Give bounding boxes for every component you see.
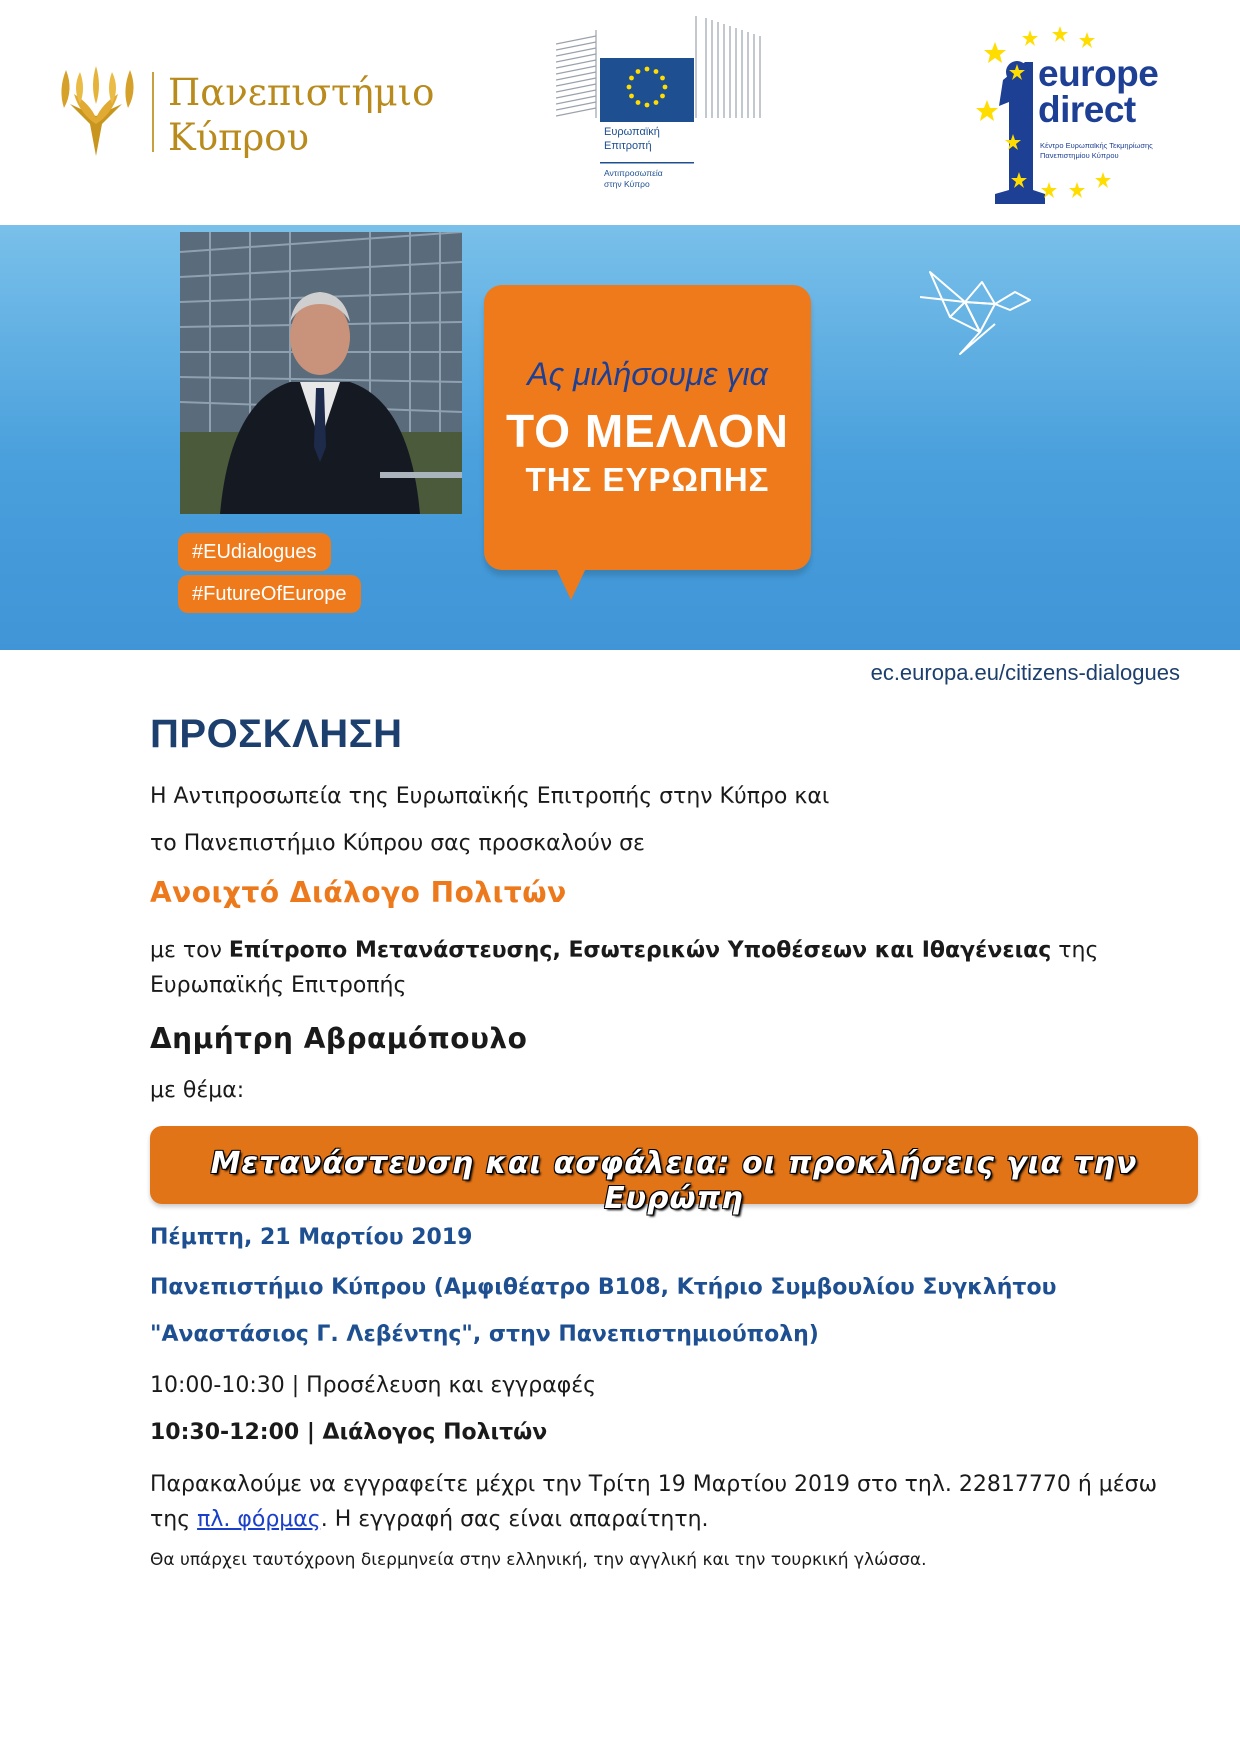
intro-line1: Η Αντιπροσωπεία της Ευρωπαϊκής Επιτροπής στην Κύπρο και bbox=[150, 784, 830, 809]
registration-form-link[interactable]: πλ. φόρμας bbox=[197, 1507, 321, 1532]
event-date: Πέμπτη, 21 Μαρτίου 2019 bbox=[150, 1225, 473, 1250]
origami-bird-icon bbox=[920, 262, 1040, 362]
ucy-name-line1: Πανεπιστήμιο bbox=[168, 71, 435, 114]
hashtag-futureofeurope: #FutureOfEurope bbox=[178, 575, 361, 613]
ed-line2: direct bbox=[1038, 89, 1136, 130]
ed-small-line1: Κέντρο Ευρωπαϊκής Τεκμηρίωσης bbox=[1040, 141, 1153, 150]
ucy-name bbox=[168, 70, 434, 160]
commissioner-suffix: της Ευρωπαϊκής Επιτροπής bbox=[150, 938, 1099, 998]
commissioner-title: Επίτροπο Μετανάστευσης, Εσωτερικών Υποθέσεων και Ιθαγένειας bbox=[228, 938, 1052, 963]
ucy-name-line2: Κύπρου bbox=[168, 116, 309, 159]
speaker-photo bbox=[180, 232, 462, 514]
ucy-divider bbox=[152, 72, 154, 152]
ec-name bbox=[604, 125, 660, 153]
ec-sub-line1: Αντιπροσωπεία bbox=[604, 168, 663, 178]
registration-note bbox=[150, 1467, 1170, 1537]
ec-name-line2: Επιτροπή bbox=[604, 140, 652, 152]
venue-line2: "Αναστάσιος Γ. Λεβέντης", στην Πανεπιστημιούπολη) bbox=[150, 1322, 819, 1347]
ucy-tree-icon bbox=[50, 64, 142, 156]
bubble-line1: Ας μιλήσουμε για bbox=[527, 356, 768, 392]
hashtag-eudialogues: #EUdialogues bbox=[178, 533, 331, 571]
europe-direct-subtitle bbox=[1040, 141, 1153, 161]
commissioner-description bbox=[150, 933, 1160, 1003]
bubble-line2: ΤΟ ΜΕΛΛΟΝ bbox=[506, 405, 789, 457]
intro-line2: το Πανεπιστήμιο Κύπρου σας προσκαλούν σε bbox=[150, 831, 645, 856]
schedule-item: 10:00-10:30 | Προσέλευση και εγγραφές bbox=[150, 1373, 597, 1398]
citizens-dialogues-url[interactable]: ec.europa.eu/citizens-dialogues bbox=[870, 660, 1180, 685]
page-title: ΠΡΟΣΚΛΗΣΗ bbox=[150, 712, 403, 756]
theme-label: με θέμα: bbox=[150, 1078, 245, 1103]
europe-direct-wordmark bbox=[1038, 53, 1159, 130]
speaker-photo-illustration bbox=[180, 232, 462, 514]
european-commission-logo bbox=[556, 14, 776, 194]
speech-bubble-tail bbox=[555, 566, 587, 600]
ed-line1: europe bbox=[1038, 53, 1159, 94]
speaker-name: Δημήτρη Αβραμόπουλο bbox=[150, 1022, 528, 1055]
schedule-item: 10:30-12:00 | Διάλογος Πολιτών bbox=[150, 1420, 548, 1445]
ed-small-line2: Πανεπιστημίου Κύπρου bbox=[1040, 151, 1119, 160]
bubble-line3: ΤΗΣ ΕΥΡΩΠΗΣ bbox=[525, 461, 770, 498]
interpretation-note: Θα υπάρχει ταυτόχρονη διερμηνεία στην ελληνική, την αγγλική και την τουρκική γλώσσα. bbox=[150, 1550, 927, 1570]
ec-name-line1: Ευρωπαϊκή bbox=[604, 126, 660, 138]
venue-line1: Πανεπιστήμιο Κύπρου (Αμφιθέατρο Β108, Κτήριο Συμβουλίου Συγκλήτου bbox=[150, 1275, 1057, 1300]
commissioner-prefix: με τον bbox=[150, 938, 229, 963]
register-text-end: . Η εγγραφή σας είναι απαραίτητη. bbox=[320, 1507, 709, 1532]
register-text: Παρακαλούμε να εγγραφείτε μέχρι την Τρίτη 19 Μαρτίου 2019 στο τηλ. 22817770 ή μέσω της bbox=[150, 1472, 1158, 1532]
event-type: Ανοιχτό Διάλογο Πολιτών bbox=[150, 876, 567, 909]
ec-sub-line2: στην Κύπρο bbox=[604, 179, 650, 189]
topic-text: Μετανάστευση και ασφάλεια: οι προκλήσεις για την Ευρώπη bbox=[210, 1146, 1138, 1216]
ec-representation bbox=[604, 168, 663, 190]
